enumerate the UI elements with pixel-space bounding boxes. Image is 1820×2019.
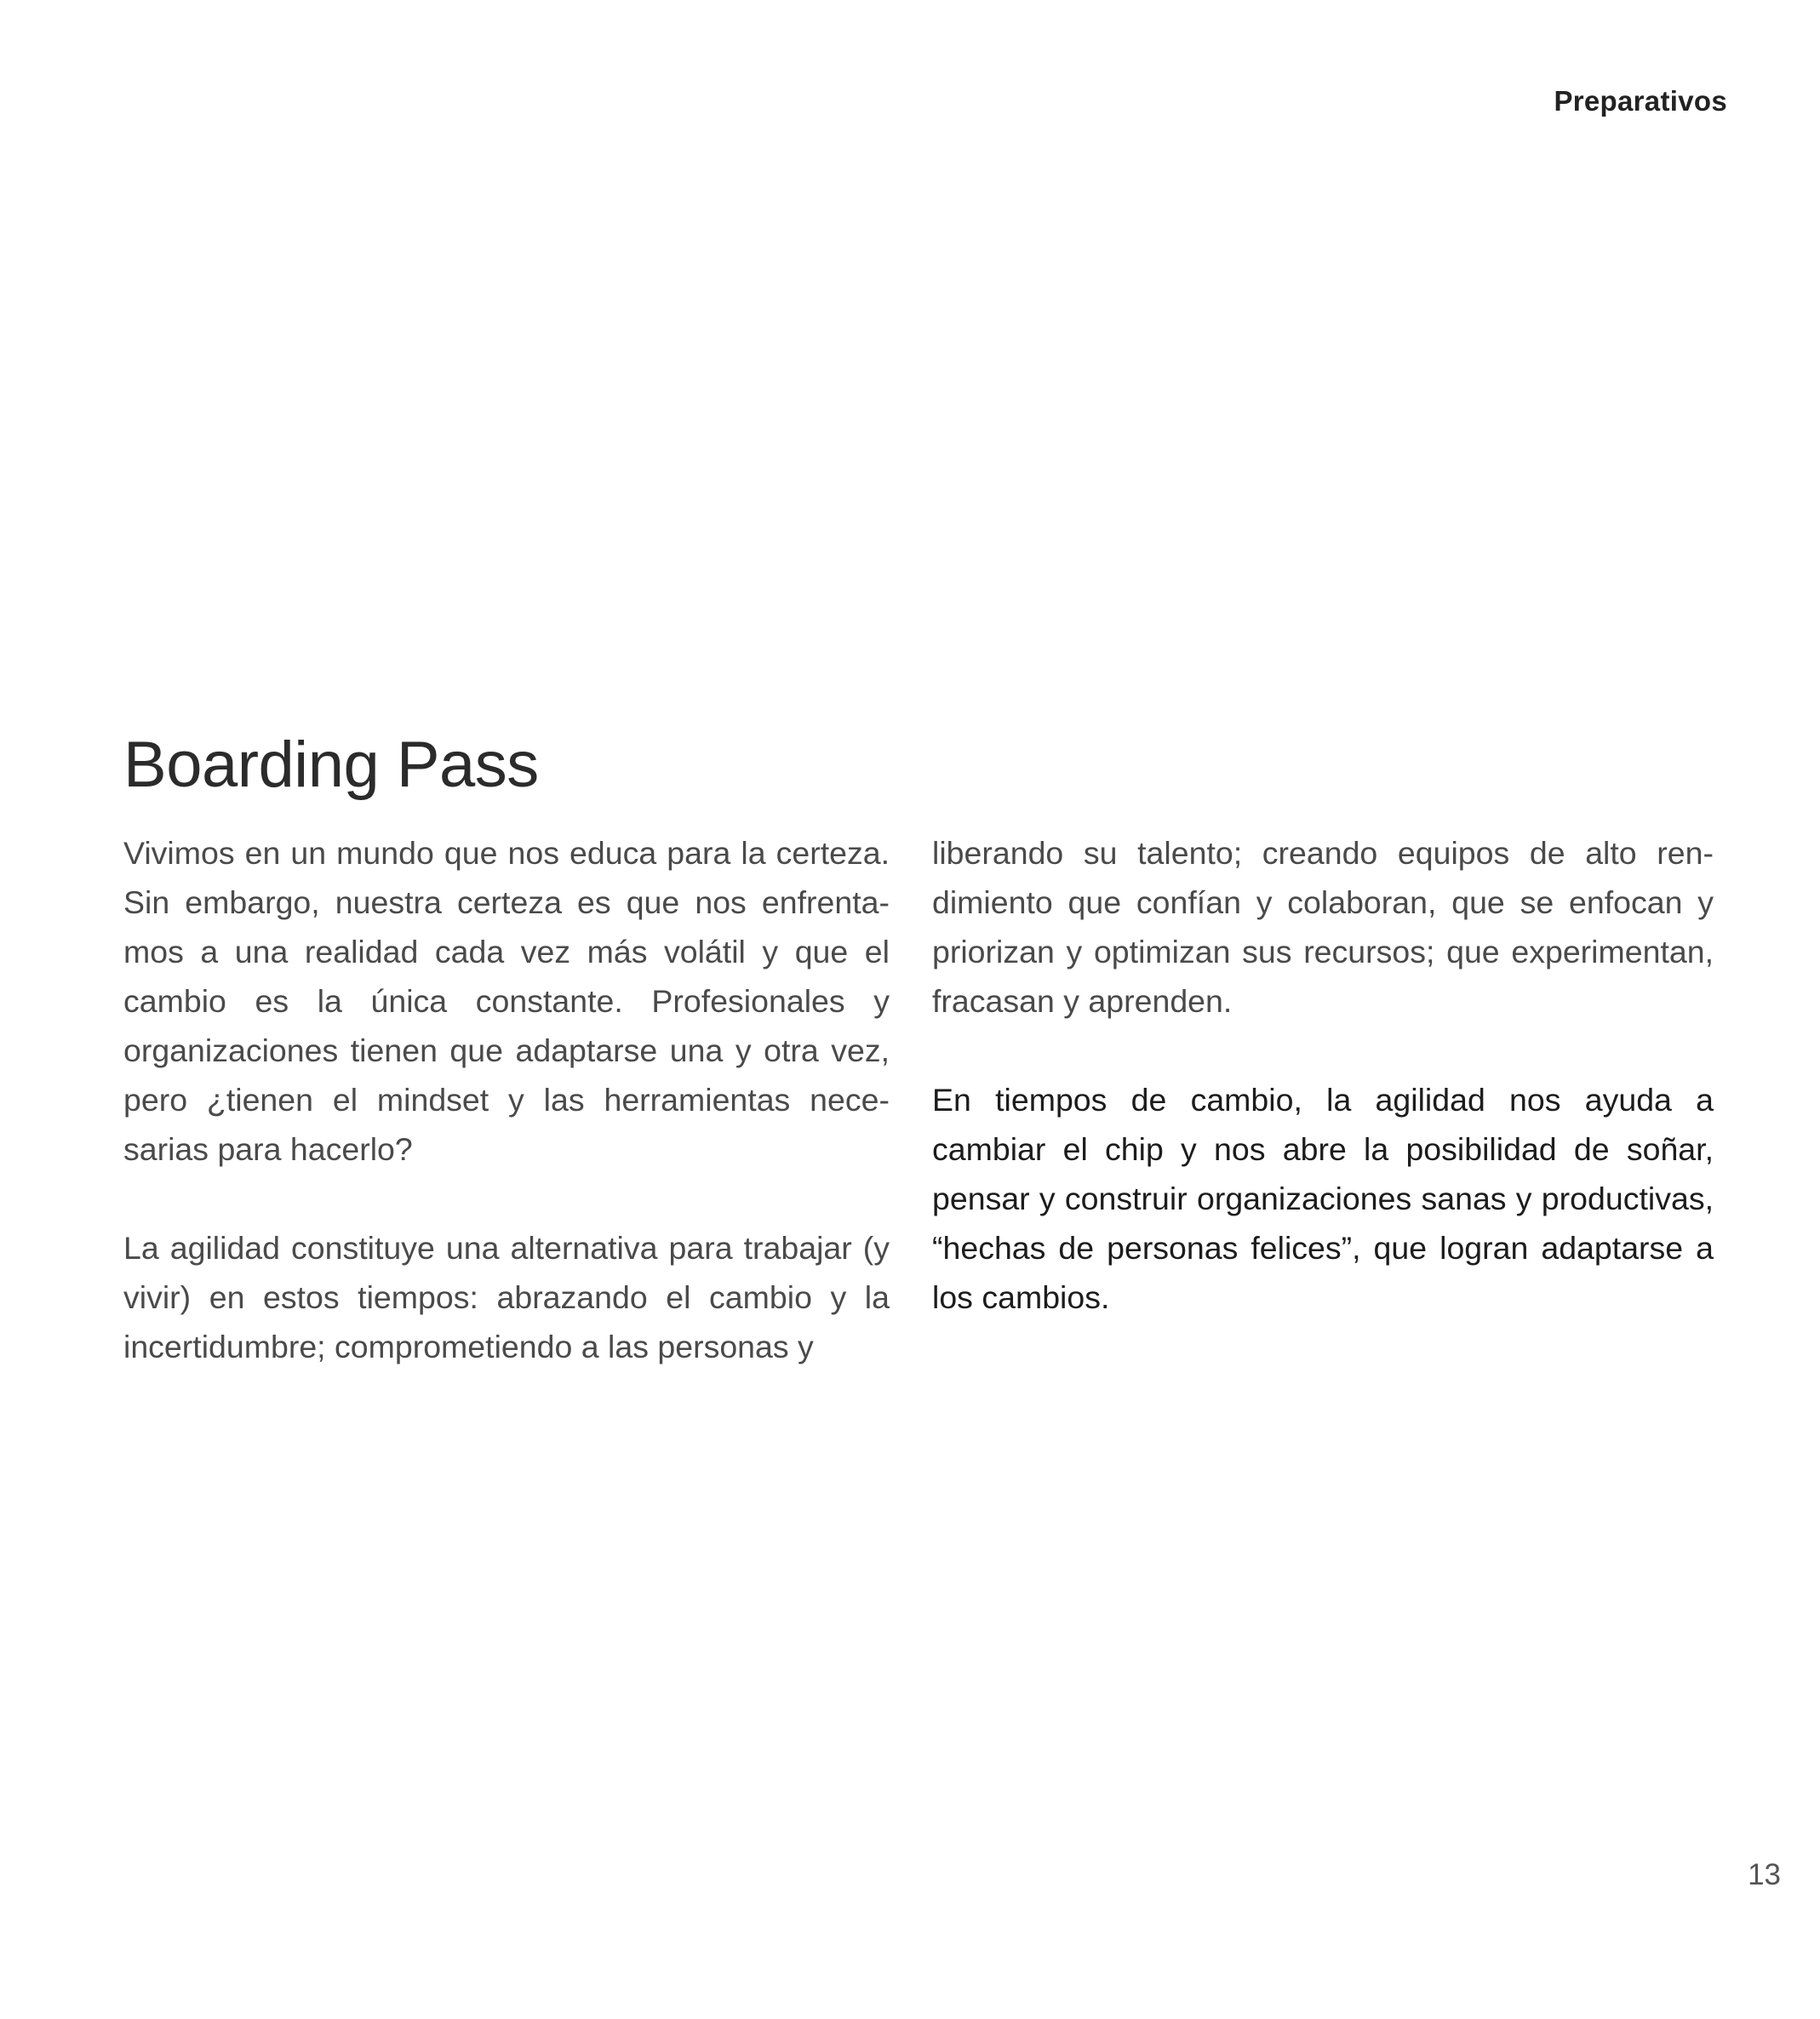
paragraph-continuation: liberando su talento; creando equipos de alto rendimiento que confían y colaboran, que se enfocan y priorizan y optimizan sus recursos; que experimentan, fracasan y aprenden. [932,835,1714,1019]
left-text-column [123,828,890,1371]
paragraph-intro: Vivimos en un mundo que nos educa para la certeza. Sin embargo, nuestra certeza es que nos enfrentamos a una realidad cada vez más volátil y que el cambio es la única constante. Profesionales y organizaciones tienen que adaptarse una y otra vez, pero ¿tienen el mindset y las herramientas necesarias para hacerlo? [123,835,890,1167]
paragraph-conclusion: En tiempos de cambio, la agilidad nos ayuda a cambiar el chip y nos abre la posibilidad de soñar, pensar y construir organizaciones sanas y productivas, “hechas de personas felices”, que logran adaptarse a los cambios. [932,1082,1714,1315]
running-header-section: Preparativos [1554,85,1727,117]
right-text-column [932,828,1714,1322]
paragraph-agility: La agilidad constituye una alternativa para trabajar (y vivir) en estos tiempos: abrazando el cambio y la incertidumbre; comprometiendo a las personas y [123,1230,890,1364]
page-number: 13 [1748,1858,1781,1891]
article-title: Boarding Pass [123,729,539,801]
